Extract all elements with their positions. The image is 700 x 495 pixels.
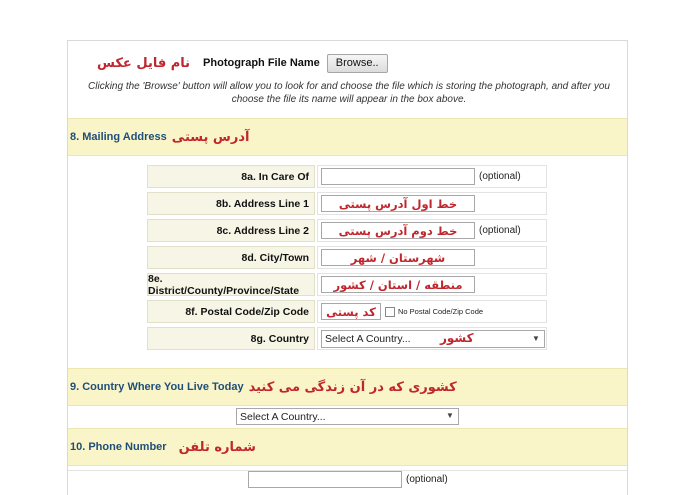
address-line2-optional: (optional) xyxy=(479,225,521,236)
district-cell xyxy=(317,273,547,296)
section-residence-header xyxy=(68,368,627,406)
phone-title-fa: شماره تلفن xyxy=(178,439,256,455)
photo-row xyxy=(97,53,388,73)
postal-label: 8f. Postal Code/Zip Code xyxy=(147,300,315,323)
district-input[interactable]: منطقه / استان / کشور xyxy=(321,276,475,293)
country-select-value: Select A Country... xyxy=(325,332,411,345)
mailing-title: 8. Mailing Address xyxy=(70,131,167,143)
photo-label-fa: نام فایل عکس xyxy=(97,55,191,71)
address-line1-input[interactable]: خط اول آدرس پستی xyxy=(321,195,475,212)
care-of-label: 8a. In Care Of xyxy=(147,165,315,188)
address-line2-input[interactable]: خط دوم آدرس پستی xyxy=(321,222,475,239)
phone-title: 10. Phone Number xyxy=(70,441,167,453)
photo-help-text: Clicking the 'Browse' button will allow you to look for and choose the file which is storing the photograph, and after you choose the file its name will appear in the box above. xyxy=(88,81,610,105)
care-of-input[interactable] xyxy=(321,168,475,185)
no-postal-label: No Postal Code/Zip Code xyxy=(398,307,484,316)
address-line2-label: 8c. Address Line 2 xyxy=(147,219,315,242)
residence-title-fa: کشوری که در آن زندگی می کنید xyxy=(248,379,457,395)
residence-select-value: Select A Country... xyxy=(240,410,326,423)
no-postal-checkbox[interactable] xyxy=(385,307,395,317)
browse-button[interactable]: Browse.. xyxy=(327,54,388,73)
country-hint-fa: کشور xyxy=(440,330,474,345)
city-cell xyxy=(317,246,547,269)
mailing-title-fa: آدرس پستی xyxy=(171,129,250,145)
phone-row xyxy=(248,471,448,488)
residence-select[interactable] xyxy=(236,408,459,425)
chevron-down-icon: ▼ xyxy=(446,411,454,420)
city-input[interactable]: شهرستان / شهر xyxy=(321,249,475,266)
country-cell xyxy=(317,327,547,350)
section-phone-header xyxy=(68,428,627,466)
address-line2-cell xyxy=(317,219,547,242)
postal-cell xyxy=(317,300,547,323)
photo-label: Photograph File Name xyxy=(203,57,320,69)
phone-optional: (optional) xyxy=(406,474,448,485)
residence-select-wrap xyxy=(236,408,459,425)
city-label: 8d. City/Town xyxy=(147,246,315,269)
address-line1-cell xyxy=(317,192,547,215)
section-mailing-header xyxy=(68,118,627,156)
chevron-down-icon: ▼ xyxy=(532,333,540,343)
address-line1-label: 8b. Address Line 1 xyxy=(147,192,315,215)
care-of-optional: (optional) xyxy=(479,171,521,182)
phone-input[interactable] xyxy=(248,471,402,488)
postal-input[interactable]: کد پستی xyxy=(321,303,381,320)
district-label: 8e. District/County/Province/State xyxy=(147,273,315,296)
country-label: 8g. Country xyxy=(147,327,315,350)
country-select[interactable] xyxy=(321,330,545,348)
residence-title: 9. Country Where You Live Today xyxy=(70,381,244,393)
care-of-cell xyxy=(317,165,547,188)
